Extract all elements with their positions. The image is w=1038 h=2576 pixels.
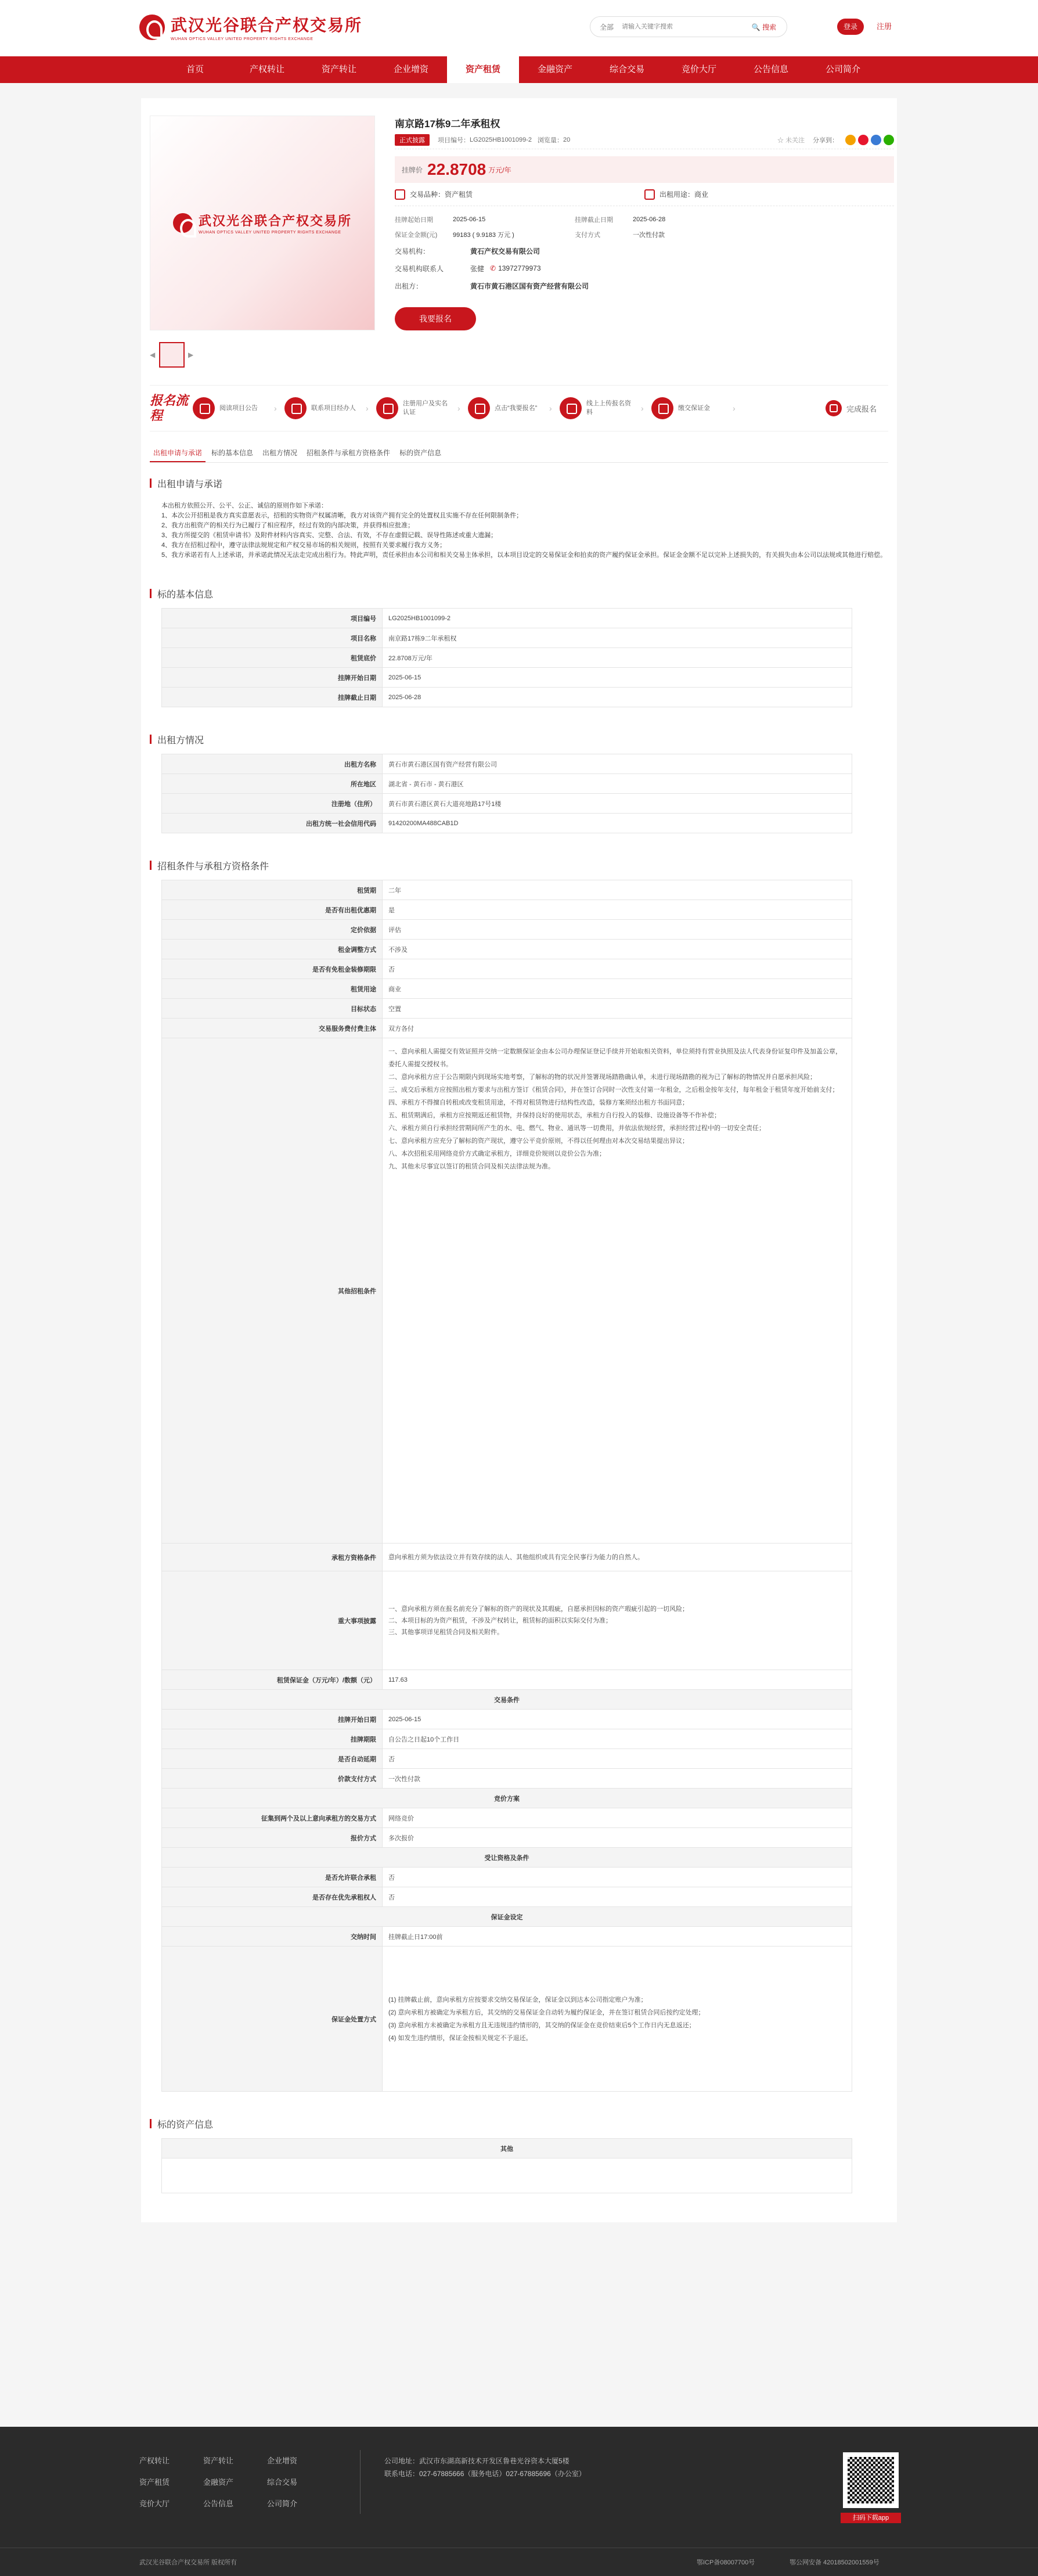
use-label: 出租用途： (659, 190, 695, 199)
share-weibo-icon[interactable] (858, 135, 868, 145)
nav-asset-transfer[interactable]: 资产转让 (321, 64, 356, 74)
site-footer (0, 2427, 1038, 2576)
nav-capital-increase[interactable]: 企业增资 (393, 64, 428, 74)
deposit-line: (2) 意向承租方被确定为承租方后，其交纳的交易保证金自动转为履约保证金，并在签订租赁合同后按约定处理； (388, 2009, 705, 2016)
main-image[interactable] (150, 116, 375, 330)
row-value: 否 (383, 1868, 852, 1887)
row-value: 意向承租方须为依法设立并有效存续的法人、其他组织或具有完全民事行为能力的自然人。 (383, 1544, 852, 1571)
footer-link[interactable]: 综合交易 (267, 2478, 298, 2487)
type-value: 资产租赁 (445, 190, 473, 199)
police-record-link[interactable]: 鄂公网安备 42018502001559号 (790, 2559, 880, 2566)
flow-title: 报名流程 (150, 393, 189, 423)
flow-step-label: 阅读项目公告 (219, 404, 258, 412)
condition-line: 二、意向承租方应于公告期限内到现场实地考察，了解标的物的状况并签署现场踏勘确认单，未进行现场踏勘的视为已了解标的物情况并自愿承担风险； (388, 1074, 816, 1081)
nav-announcements[interactable]: 公告信息 (753, 64, 788, 74)
row-value: 不涉及 (383, 940, 852, 959)
row-label: 挂牌期限 (162, 1729, 383, 1749)
use-value: 商业 (694, 190, 709, 199)
group-title: 受让资格及条件 (162, 1848, 852, 1868)
image-gallery (150, 116, 375, 368)
row-label: 挂牌截止日期 (162, 688, 383, 707)
search-category-select[interactable]: 全部 (600, 23, 614, 31)
row-value: 自公告之日起10个工作日 (383, 1729, 852, 1749)
qr-label: 扫码下载app (841, 2513, 901, 2523)
row-value (383, 1038, 852, 1544)
condition-line: 八、本次招租采用网络竞价方式确定承租方，详细竞价规则以竞价公告为准； (388, 1150, 606, 1157)
section-title: 标的基本信息 (150, 585, 888, 602)
section-title: 标的资产信息 (150, 2115, 888, 2132)
thumb-next-icon[interactable]: ▶ (188, 351, 194, 359)
table-row (162, 979, 852, 999)
commitment-line: 本出租方依照公开、公平、公正、诚信的原则作如下承诺： (161, 502, 327, 509)
register-button[interactable]: 注册 (876, 22, 892, 31)
project-info (395, 116, 894, 368)
table-row (162, 1907, 852, 1927)
start-date: 2025-06-15 (453, 216, 486, 223)
row-value: 双方各付 (383, 1019, 852, 1038)
arrow-icon: › (457, 404, 460, 413)
row-value: 网络竞价 (383, 1808, 852, 1828)
row-value: 二年 (383, 880, 852, 900)
group-title: 其他 (162, 2139, 852, 2158)
flow-step-click (468, 397, 549, 419)
row-value: 商业 (383, 979, 852, 999)
row-value: 2025-06-28 (383, 688, 852, 707)
footer-contact (384, 2455, 586, 2480)
usage-icon (644, 189, 655, 200)
price-value: 22.8708 (427, 160, 486, 178)
row-value: 多次报价 (383, 1828, 852, 1848)
lessor-label: 出租方： (395, 282, 423, 290)
table-row (162, 1038, 852, 1544)
tab-basic-info[interactable]: 标的基本信息 (211, 449, 254, 457)
row-label: 项目编号 (162, 609, 383, 628)
section-conditions (150, 845, 888, 2092)
row-value: 黄石市黄石港区黄石大道亮地路17号1楼 (383, 794, 852, 814)
commitment-line: 4、我方在招租过程中，遵守法律法规规定和产权交易市场的相关规则，按照有关要求履行我方义务； (161, 542, 446, 549)
row-label: 租赁期 (162, 880, 383, 900)
nav-equity-transfer[interactable]: 产权转让 (249, 64, 284, 74)
row-label: 租赁保证金（万元/年）/数额（元） (162, 1670, 383, 1690)
group-title: 竞价方案 (162, 1789, 852, 1808)
table-row (162, 920, 852, 940)
favorite-button[interactable]: ☆ 未关注 (777, 136, 805, 144)
tab-lessor[interactable]: 出租方情况 (262, 449, 298, 457)
condition-line: 七、意向承租方应充分了解标的资产现状，遵守公平竞价原则，不得以任何理由对本次交易结果提出异议； (388, 1138, 689, 1145)
commitment-line: 1、本次公开招租是我方真实意愿表示，招租的实物资产权属清晰，我方对该资产拥有完全的处置权且实施不存在任何限制条件； (161, 512, 523, 519)
start-date-label: 挂牌起始日期 (395, 217, 433, 224)
status-badge: 正式披露 (395, 134, 430, 146)
arrow-icon: › (274, 404, 277, 413)
table-row (162, 1710, 852, 1729)
views-count: 20 (563, 136, 571, 143)
org-label: 交易机构： (395, 247, 430, 256)
flow-step-label: 缴交保证金 (678, 404, 710, 412)
footer-link[interactable]: 公告信息 (203, 2499, 234, 2508)
registration-flow (150, 385, 888, 431)
site-logo[interactable] (139, 13, 362, 41)
lessor-name: 黄石市黄石港区国有资产经营有限公司 (470, 282, 589, 290)
condition-line: 一、意向承租人需提交有效证照并交纳一定数额保证金由本公司办理保证登记手续并开始取相关资料，单位须持有营业执照及法人代表身份证复印件及加盖公章，委托人需提交授权书。 (388, 1048, 842, 1068)
footer-link[interactable]: 资产租赁 (139, 2478, 170, 2487)
conditions-table (161, 880, 852, 2092)
row-label: 项目名称 (162, 628, 383, 648)
deposit-line: (1) 挂牌截止前，意向承租方应按要求交纳交易保证金，保证金以到达本公司指定账户为准； (388, 1996, 647, 2003)
group-title: 交易条件 (162, 1690, 852, 1710)
project-code: LG2025HB1001099-2 (470, 136, 532, 143)
row-value: 2025-06-15 (383, 1710, 852, 1729)
row-value: 空置 (383, 999, 852, 1019)
row-label: 保证金处置方式 (162, 1947, 383, 2092)
footer-link[interactable]: 企业增资 (267, 2456, 298, 2465)
code-label: 项目编号： (438, 136, 470, 144)
flow-step-deposit (651, 397, 733, 419)
detail-tabs (150, 444, 888, 463)
price-box (395, 156, 894, 183)
row-label: 注册地（住所） (162, 794, 383, 814)
flow-step-label: 注册用户及实名认证 (403, 400, 448, 416)
row-label: 是否存在优先承租权人 (162, 1887, 383, 1907)
table-row (162, 940, 852, 959)
end-date-label: 挂牌截止日期 (575, 217, 613, 224)
commitment-line: 5、我方承诺若有人上述承诺，并承诺此情况无法走完成出租行为。特此声明，责任承担由本公司和相关交易主体承担，以本项目设定的交易保证金和拍卖的资产履约保证金承担。保证金金额不足以完补上述损失的，有关损失由本公司以法规或其他进行赔偿。 (161, 552, 887, 559)
table-row (162, 959, 852, 979)
row-label: 租赁底价 (162, 648, 383, 668)
row-value: 一次性付款 (383, 1769, 852, 1789)
deposit-amount: 99183 ( 9.9183 万元 ) (453, 232, 514, 239)
row-label: 是否允许联合承租 (162, 1868, 383, 1887)
notice-line: 三、其他事项详见租赁合同及相关附件。 (388, 1628, 503, 1636)
search-input[interactable] (622, 23, 744, 30)
row-label: 出租方名称 (162, 754, 383, 774)
qr-code-icon (843, 2452, 899, 2508)
footer-links (139, 2455, 331, 2509)
section-basic-info (150, 573, 888, 707)
table-row (162, 1019, 852, 1038)
check-icon (826, 400, 842, 416)
commitment-line: 2、我方出租资产的相关行为已履行了相应程序，经过有效的内部决策，并获得相应批准； (161, 522, 415, 529)
row-label: 交纳时间 (162, 1927, 383, 1947)
arrow-icon: › (366, 404, 369, 413)
table-row (162, 688, 852, 707)
gallery-logo-subtitle: WUHAN OPTICS VALLEY UNITED PROPERTY RIGHTS EXCHANGE (198, 231, 341, 235)
end-date: 2025-06-28 (633, 216, 666, 223)
row-value (383, 1947, 852, 2092)
row-label: 所在地区 (162, 774, 383, 794)
section-lessor (150, 719, 888, 833)
footer-address: 公司地址：武汉市东湖高新技术开发区鲁巷光谷资本大厦5楼 (384, 2457, 570, 2465)
table-row (162, 1868, 852, 1887)
table-row (162, 774, 852, 794)
section-title: 出租方情况 (150, 731, 888, 748)
nav-comprehensive[interactable]: 综合交易 (609, 64, 644, 74)
contact-phone[interactable]: 13972779973 (498, 264, 541, 272)
footer-link[interactable]: 金融资产 (203, 2478, 234, 2487)
price-label: 挂牌价 (402, 166, 423, 174)
table-row (162, 754, 852, 774)
table-row (162, 1828, 852, 1848)
table-row (162, 648, 852, 668)
apply-button[interactable]: 我要报名 (395, 307, 476, 330)
row-value: 117.63 (383, 1670, 852, 1690)
gallery-logo-title: 武汉光谷联合产权交易所 (198, 214, 352, 229)
top-header (0, 0, 1038, 56)
arrow-icon: › (549, 404, 552, 413)
flow-step-contact (284, 397, 366, 419)
section-asset-info (150, 2103, 888, 2222)
table-row (162, 628, 852, 648)
main-content (141, 98, 897, 2222)
empty-cell (162, 2158, 852, 2193)
category-icon (395, 189, 405, 200)
flow-step-label: 完成报名 (846, 404, 877, 413)
condition-line: 九、其他未尽事宜以签订的租赁合同及相关法律法规为准。 (388, 1163, 554, 1170)
row-label: 征集到两个及以上意向承租方的交易方式 (162, 1808, 383, 1828)
contact-name: 张健 (470, 264, 485, 273)
condition-line: 六、承租方须自行承担经营期间所产生的水、电、燃气、物业、通讯等一切费用，并依法依规经营，承担经营过程中的一切安全责任； (388, 1125, 765, 1132)
condition-line: 四、承租方不得擅自转租或改变租赁用途，不得对租赁物进行结构性改造，装修方案须经出租方书面同意； (388, 1099, 689, 1106)
row-label: 出租方统一社会信用代码 (162, 814, 383, 833)
row-value: 南京路17栋9二年承租权 (383, 628, 852, 648)
price-unit: 万元/年 (488, 166, 511, 174)
table-row (162, 1769, 852, 1789)
table-row (162, 1927, 852, 1947)
user-icon (376, 397, 398, 419)
row-value: 挂牌截止日17:00前 (383, 1927, 852, 1947)
row-label: 是否有出租优惠期 (162, 900, 383, 920)
row-label: 租赁用途 (162, 979, 383, 999)
row-value: 否 (383, 959, 852, 979)
table-row (162, 999, 852, 1019)
upload-icon (560, 397, 582, 419)
row-label: 是否有免租金装修期限 (162, 959, 383, 979)
row-label: 报价方式 (162, 1828, 383, 1848)
copyright: 武汉光谷联合产权交易所 版权所有 (139, 2559, 237, 2566)
commitment-line: 3、我方所提交的《租赁申请书》及附件材料内容真实、完整、合法、有效，不存在虚假记载、误导性陈述或重大遗漏； (161, 532, 498, 539)
footer-link[interactable]: 资产转让 (203, 2456, 234, 2465)
table-row (162, 814, 852, 833)
tab-asset-info[interactable]: 标的资产信息 (399, 449, 442, 457)
table-row (162, 1887, 852, 1907)
row-value (383, 1571, 852, 1670)
row-label: 挂牌开始日期 (162, 668, 383, 688)
search-box (590, 16, 787, 37)
row-label: 挂牌开始日期 (162, 1710, 383, 1729)
row-label: 承租方资格条件 (162, 1544, 383, 1571)
payment-method: 一次性付款 (633, 232, 665, 239)
deposit-line: (3) 意向承租方未被确定为承租方且无违规违约情形的，其交纳的保证金在竞价结束后5个工作日内无息返还； (388, 2021, 695, 2029)
flow-step-label: 线上上传报名资料 (586, 400, 631, 416)
thumb-prev-icon[interactable]: ◀ (150, 351, 156, 359)
row-value: 湖北省 - 黄石市 - 黄石港区 (383, 774, 852, 794)
nav-financial-assets[interactable]: 金融资产 (537, 64, 572, 74)
payment-label: 支付方式 (575, 232, 600, 239)
table-row (162, 2158, 852, 2193)
row-label: 是否自动延期 (162, 1749, 383, 1769)
row-label: 目标状态 (162, 999, 383, 1019)
footer-divider (360, 2450, 361, 2514)
nav-bidding-hall[interactable]: 竞价大厅 (681, 64, 716, 74)
basic-info-table (161, 608, 852, 707)
share-qq-icon[interactable] (871, 135, 881, 145)
row-label: 交易服务费付费主体 (162, 1019, 383, 1038)
arrow-icon: › (733, 404, 736, 413)
flow-step-read (193, 397, 274, 419)
lessor-table (161, 754, 852, 833)
row-value: 22.8708万元/年 (383, 648, 852, 668)
footer-bottom (0, 2548, 1038, 2576)
project-detail (141, 116, 897, 368)
table-row (162, 1808, 852, 1828)
flow-step-label: 联系项目经办人 (311, 404, 356, 412)
flow-step-done (826, 400, 877, 416)
logo-title: 武汉光谷联合产权交易所 (171, 16, 363, 35)
table-row (162, 668, 852, 688)
icp-link[interactable]: 鄂ICP备08007700号 (697, 2559, 755, 2566)
row-label: 价款支付方式 (162, 1769, 383, 1789)
flow-step-register (376, 397, 457, 419)
row-value: 否 (383, 1749, 852, 1769)
type-label: 交易品种： (410, 190, 445, 199)
main-nav (0, 56, 1038, 83)
commitment-text (150, 492, 888, 573)
money-icon (651, 397, 673, 419)
table-row (162, 1571, 852, 1670)
table-row (162, 900, 852, 920)
row-value: LG2025HB1001099-2 (383, 609, 852, 628)
deposit-line: (4) 如发生违约情形，保证金按相关规定不予退还。 (388, 2034, 532, 2042)
tab-conditions[interactable]: 招租条件与承租方资格条件 (307, 449, 391, 457)
share-qzone-icon[interactable] (845, 135, 856, 145)
footer-link[interactable]: 产权转让 (139, 2456, 170, 2465)
logo-subtitle: WUHAN OPTICS VALLEY UNITED PROPERTY RIGHTS EXCHANGE (171, 37, 313, 41)
flow-step-label: 点击“我要报名” (495, 404, 538, 412)
section-title: 招租条件与承租方资格条件 (150, 857, 888, 874)
row-value: 2025-06-15 (383, 668, 852, 688)
row-value: 91420200MA488CAB1D (383, 814, 852, 833)
nav-asset-lease[interactable]: 资产租赁 (447, 56, 519, 83)
nav-home[interactable]: 首页 (186, 64, 204, 74)
search-button-label: 搜索 (762, 23, 777, 31)
phone-icon: ✆ (490, 264, 496, 272)
logo-icon (139, 15, 165, 40)
views-label: 浏览量： (538, 136, 564, 144)
table-row (162, 880, 852, 900)
row-label: 定价依据 (162, 920, 383, 940)
row-label: 其他招租条件 (162, 1038, 383, 1544)
condition-line: 五、租赁期满后，承租方应按期返还租赁物，并保持良好的使用状态，承租方自行投入的装修、设施设备等不作补偿； (388, 1112, 720, 1119)
table-row (162, 2139, 852, 2158)
table-row (162, 1670, 852, 1690)
section-application (150, 463, 888, 573)
footer-link[interactable]: 竞价大厅 (139, 2499, 170, 2508)
table-row (162, 609, 852, 628)
table-row (162, 1947, 852, 2092)
logo-icon (173, 213, 193, 233)
share-label: 分享到： (813, 136, 838, 144)
tab-application[interactable]: 出租申请与承诺 (150, 444, 206, 462)
nav-about[interactable]: 公司简介 (825, 64, 860, 74)
row-value: 黄石市黄石港区国有资产经营有限公司 (383, 754, 852, 774)
favorite-label: 未关注 (785, 136, 805, 144)
footer-phone: 联系电话：027-67885666（服务电话）027-67885696（办公室） (384, 2470, 586, 2478)
document-icon (193, 397, 215, 419)
row-value: 评估 (383, 920, 852, 940)
row-label: 重大事项披露 (162, 1571, 383, 1670)
table-row (162, 1848, 852, 1868)
notice-line: 一、意向承租方须在报名前充分了解标的资产的现状及其瑕疵，自愿承担因标的资产瑕疵引起的一切风险； (388, 1605, 689, 1613)
org-name: 黄石产权交易有限公司 (470, 247, 540, 256)
thumbnail[interactable] (159, 342, 185, 368)
flow-step-upload (560, 397, 641, 419)
share-wechat-icon[interactable] (884, 135, 894, 145)
row-label: 租金调整方式 (162, 940, 383, 959)
table-row (162, 1749, 852, 1769)
table-row (162, 1729, 852, 1749)
deposit-label: 保证金金额(元) (395, 232, 438, 239)
asset-table (161, 2138, 852, 2193)
login-button[interactable]: 登录 (837, 19, 864, 35)
table-row (162, 1690, 852, 1710)
search-button[interactable]: 🔍 搜索 (744, 19, 784, 35)
phone-icon (284, 397, 307, 419)
row-value: 否 (383, 1887, 852, 1907)
section-title: 出租申请与承诺 (150, 474, 888, 492)
project-title: 南京路17栋9二年承租权 (395, 118, 500, 129)
arrow-icon: › (641, 404, 644, 413)
row-value: 是 (383, 900, 852, 920)
notice-line: 二、本项目标的为资产租赁，不涉及产权转让，租赁标的面积以实际交付为准； (388, 1617, 612, 1624)
contact-label: 交易机构联系人 (395, 264, 444, 273)
table-row (162, 1789, 852, 1808)
table-row (162, 794, 852, 814)
condition-line: 三、成交后承租方应按照出租方要求与出租方签订《租赁合同》，并在签订合同时一次性支付第一年租金，之后租金按年支付，每年租金于租赁年度开始前支付； (388, 1086, 839, 1093)
group-title: 保证金设定 (162, 1907, 852, 1927)
footer-link[interactable]: 公司简介 (267, 2499, 298, 2508)
pointer-icon (468, 397, 490, 419)
table-row (162, 1544, 852, 1571)
